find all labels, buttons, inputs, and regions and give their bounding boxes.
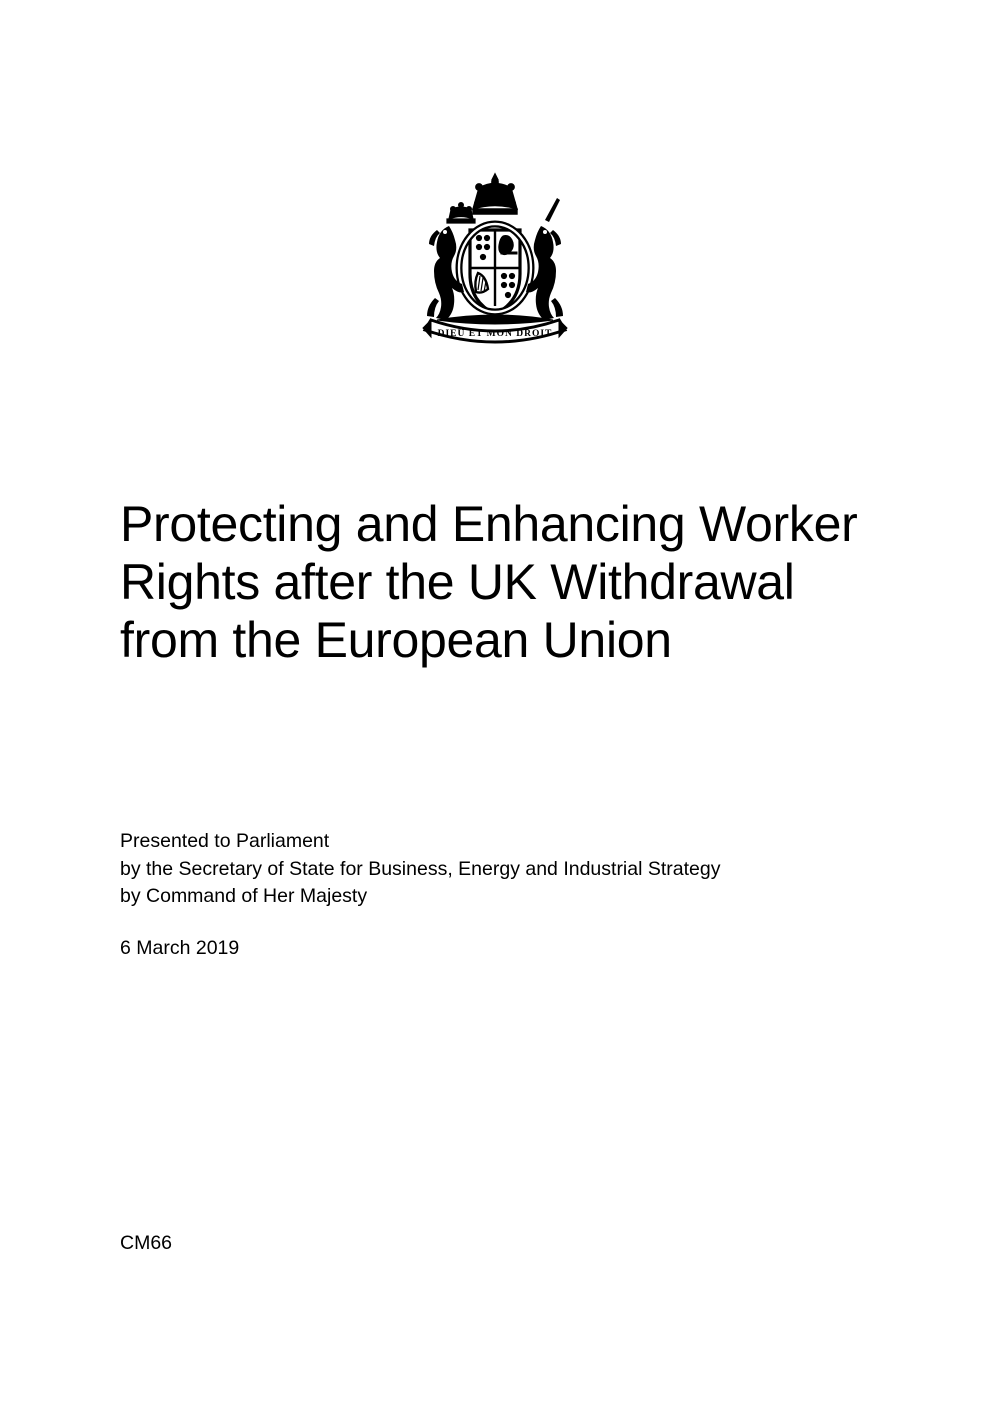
- presented-line-2: by the Secretary of State for Business, Energy and Industrial Strategy: [120, 857, 721, 880]
- presentation-statement: [120, 828, 910, 911]
- presented-line-1: Presented to Parliament: [120, 830, 330, 852]
- royal-coat-of-arms: [0, 168, 990, 368]
- presented-line-3: by Command of Her Majesty: [120, 885, 368, 908]
- page-title: Protecting and Enhancing Worker Rights after the UK Withdrawal from the European Union: [120, 496, 858, 668]
- command-paper-number: CM66: [120, 1232, 173, 1254]
- title-block: [120, 495, 880, 669]
- svg-text:DIEU ET MON DROIT: DIEU ET MON DROIT: [437, 329, 553, 339]
- uk-royal-coat-of-arms-icon: [375, 168, 615, 368]
- publication-date: 6 March 2019: [120, 937, 240, 959]
